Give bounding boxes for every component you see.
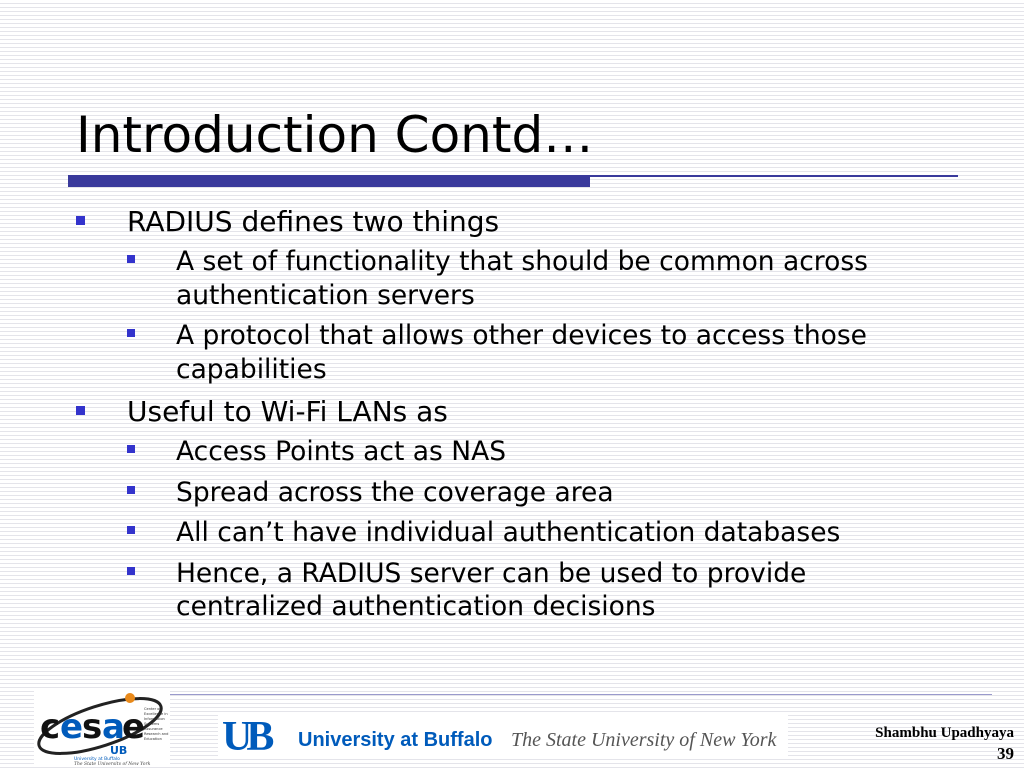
svg-text:Systems: Systems bbox=[144, 722, 160, 726]
ub-logo-graphic bbox=[218, 712, 788, 758]
title-underline-thin bbox=[590, 175, 958, 177]
square-bullet-icon bbox=[127, 486, 135, 494]
square-bullet-icon bbox=[127, 255, 135, 263]
square-bullet-icon bbox=[127, 329, 135, 337]
bullet-text: Useful to Wi-Fi LANs as bbox=[127, 395, 448, 428]
svg-text:c: c bbox=[40, 707, 61, 747]
sub-bullet-item bbox=[176, 245, 956, 312]
square-bullet-icon bbox=[76, 216, 85, 225]
sub-bullet-item bbox=[176, 319, 956, 386]
square-bullet-icon bbox=[127, 526, 135, 534]
sub-bullet-item bbox=[176, 435, 956, 469]
svg-text:The State University of New Yo: The State University of New York bbox=[511, 729, 777, 751]
sub-bullet-item bbox=[176, 516, 956, 550]
square-bullet-icon bbox=[127, 445, 135, 453]
svg-text:Education: Education bbox=[144, 737, 162, 741]
cesae-logo bbox=[34, 690, 170, 765]
bullet-text: A protocol that allows other devices to access those capabilities bbox=[176, 320, 867, 385]
svg-text:The State University of New Yo: The State University of New York bbox=[74, 762, 151, 765]
bullet-text: Hence, a RADIUS server can be used to provide centralized authentication decisions bbox=[176, 557, 807, 622]
svg-text:University at Buffalo: University at Buffalo bbox=[74, 757, 120, 762]
svg-text:e: e bbox=[122, 707, 146, 747]
slide-number: 39 bbox=[997, 744, 1014, 763]
slide-title: Introduction Contd… bbox=[76, 106, 594, 164]
ub-logo bbox=[218, 712, 788, 758]
svg-text:UB: UB bbox=[110, 744, 128, 757]
sub-bullet-item bbox=[176, 557, 956, 624]
svg-text:a: a bbox=[102, 707, 125, 747]
author-name: Shambhu Upadhyaya bbox=[875, 725, 1014, 741]
svg-text:s: s bbox=[82, 707, 103, 747]
svg-text:Information: Information bbox=[144, 717, 165, 721]
svg-text:Research and: Research and bbox=[144, 732, 169, 736]
title-underline-thick bbox=[68, 175, 590, 187]
bullet-text: Spread across the coverage area bbox=[176, 476, 614, 508]
svg-text:e: e bbox=[60, 707, 84, 747]
square-bullet-icon bbox=[127, 567, 135, 575]
svg-text:Excellence in: Excellence in bbox=[144, 712, 168, 716]
bullet-text: RADIUS defines two things bbox=[127, 205, 500, 238]
bullet-text: Access Points act as NAS bbox=[176, 436, 507, 467]
bullet-text: All can’t have individual authentication databases bbox=[176, 517, 841, 548]
svg-text:University at Buffalo: University at Buffalo bbox=[298, 729, 493, 751]
bullet-text: A set of functionality that should be common across authentication servers bbox=[176, 246, 868, 311]
sub-bullet-item bbox=[176, 476, 956, 510]
svg-text:Center of: Center of bbox=[144, 707, 161, 711]
bullet-item bbox=[76, 394, 956, 430]
square-bullet-icon bbox=[76, 406, 85, 415]
svg-text:Assurance: Assurance bbox=[144, 727, 163, 731]
bullet-item bbox=[76, 204, 956, 240]
cesae-logo-graphic bbox=[34, 690, 170, 765]
bullet-list bbox=[76, 200, 956, 624]
footer-divider bbox=[170, 694, 992, 695]
svg-text:UB: UB bbox=[222, 714, 269, 758]
